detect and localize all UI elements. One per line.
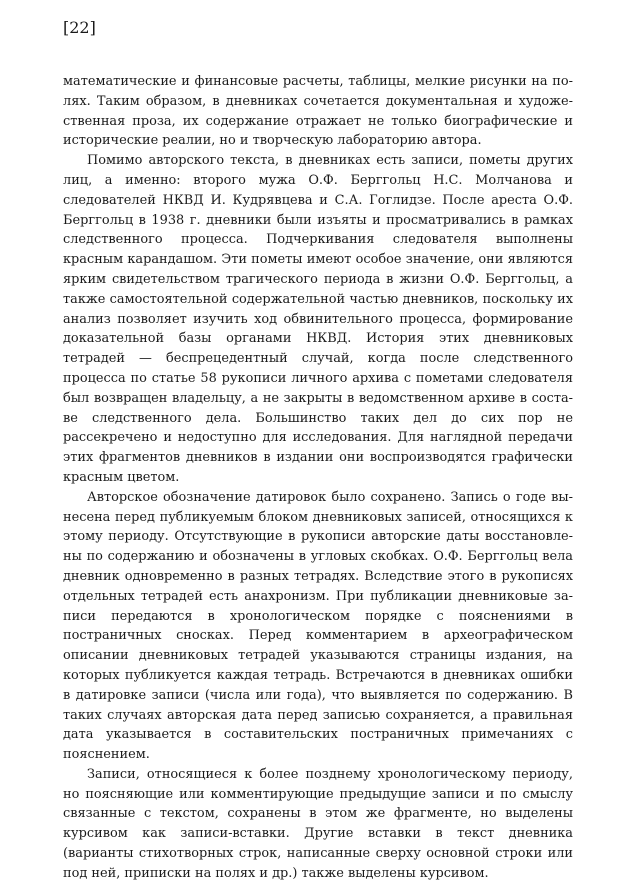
body-text	[63, 72, 573, 884]
page-number: [22]	[63, 18, 96, 37]
paragraph: Записи, относящиеся к более позднему хронологическому периоду, но поясняющие или комментирующие предыдущие записи и по смыслу связанные с текстом, сохранены в этом же фрагменте, но выделены курсивом как записи-вставки. Другие вставки в текст дневника (варианты стихотворных строк, написанные сверху основной строки или под ней, приписки на полях и др.) также выделены курсивом.	[63, 766, 573, 881]
paragraph: математические и финансовые расчеты, таблицы, мелкие рисунки на полях. Таким образом, в дневниках сочетается документальная и художественная проза, их содержание отражает не только биографические и исторические реалии, но и творческую лабораторию автора.	[63, 74, 573, 149]
paragraph: Помимо авторского текста, в дневниках есть записи, пометы других лиц, а именно: второго мужа О.Ф. Берггольц Н.С. Молчанова и следователей НКВД И. Кудрявцева и С.А. Гоглидзе. После ареста О.Ф. Берггольц в 1938 г. дневники были изъяты и просматривались в рамках следственного процесса. Подчеркивания следователя выполнены красным карандашом. Эти пометы имеют особое значение, они являются ярким свидетельством трагического периода в жизни О.Ф. Берггольц, а также самостоятельной содержательной частью дневников, поскольку их анализ позволяет изучить ход обвинительного процесса, формирование доказательной базы органами НКВД. История этих дневниковых тетрадей — беспрецедентный случай, когда после следственного процесса по статье 58 рукописи личного архива с пометами следователя был возвращен владельцу, а не закрыты в ведомственном архиве в составе следственного дела. Большинство таких дел до сих пор не рассекречено и недоступно для исследования. Для наглядной передачи этих фрагментов дневников в издании они воспроизводятся графически красным цветом.	[63, 153, 573, 485]
paragraph: Авторское обозначение датировок было сохранено. Запись о годе вынесена перед публикуемым блоком дневниковых записей, относящихся к этому периоду. Отсутствующие в рукописи авторские даты восстановлены по содержанию и обозначены в угловых скобках. О.Ф. Берггольц вела дневник одновременно в разных тетрадях. Вследствие этого в рукописях отдельных тетрадей есть анахронизм. При публикации дневниковые записи передаются в хронологическом порядке с пояснениями в постраничных сносках. Перед комментарием в археографическом описании дневниковых тетрадей указываются страницы издания, на которых публикуется каждая тетрадь. Встречаются в дневниках ошибки в датировке записи (числа или года), что выявляется по содержанию. В таких случаях авторская дата перед записью сохраняется, а правильная дата указывается в составительских постраничных примечаниях с пояснением.	[63, 489, 573, 763]
